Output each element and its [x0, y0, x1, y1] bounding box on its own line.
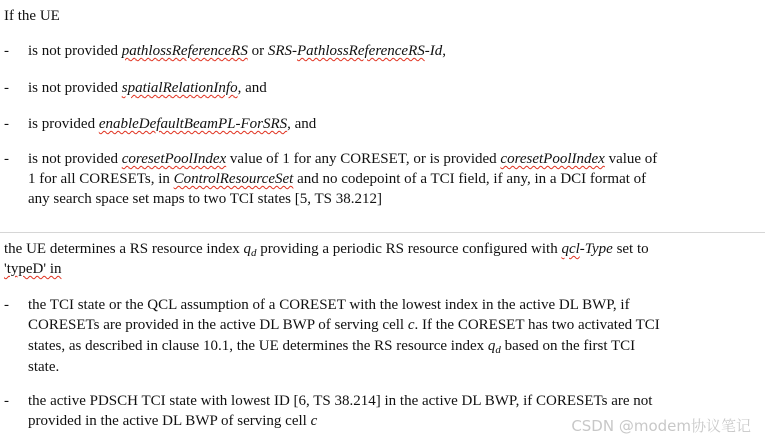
bullet-item-4-line-3: any search space set maps to two TCI states [5, TS 38.212] — [28, 191, 382, 207]
param-term: ControlResourceSet — [173, 171, 294, 187]
bottom-bullet-1-line-1: the TCI state or the QCL assumption of a CORESET with the lowest index in the active DL BWP, if — [28, 297, 630, 313]
bottom-bullet-1-line-3: states, as described in clause 10.1, the UE determines the RS resource index $q_d$ based on the first TCI — [28, 338, 636, 356]
bottom-bullet-1-line-4: state. — [28, 359, 60, 375]
bullet-item-4-line-2: 1 for all CORESETs, in ControlResourceSet and no codepoint of a TCI field, if any, in a DCI format of — [28, 171, 647, 187]
param-term: PathlossReferenceRS — [297, 43, 425, 59]
bullet-item-4-line-1: is not provided coresetPoolIndex value of 1 for any CORESET, or is provided coresetPoolIndex value of — [28, 151, 658, 167]
bullet-dash: - — [4, 80, 9, 96]
watermark: CSDN @modem协议笔记 — [571, 417, 751, 435]
param-term: pathlossReferenceRS — [121, 43, 248, 59]
bottom-bullet-1-line-2: CORESETs are provided in the active DL BWP of serving cell c. If the CORESET has two activated TCI — [28, 317, 660, 333]
bullet-dash: - — [4, 297, 9, 313]
bullet-dash: - — [4, 151, 9, 167]
param-term: enableDefaultBeamPL-ForSRS — [98, 116, 288, 132]
math-var: c — [310, 413, 318, 429]
bullet-dash: - — [4, 393, 9, 409]
bullet-item-3: is provided enableDefaultBeamPL-ForSRS, and — [28, 116, 317, 132]
bullet-dash: - — [4, 43, 9, 59]
bottom-bullet-2-line-2: provided in the active DL BWP of serving cell c — [28, 413, 318, 429]
paragraph-line-1: the UE determines a RS resource index $q_d$ providing a periodic RS resource configured with qcl-Type set to — [4, 241, 649, 259]
section-divider — [0, 232, 765, 233]
param-term: coresetPoolIndex — [121, 151, 227, 167]
bullet-dash: - — [4, 116, 9, 132]
bullet-item-1: is not provided pathlossReferenceRS or SRS-PathlossReferenceRS-Id, — [28, 43, 446, 59]
param-term: qcl — [561, 241, 580, 257]
intro-line: If the UE — [4, 8, 60, 24]
math-var: q — [243, 241, 252, 257]
bullet-item-2: is not provided spatialRelationInfo, and — [28, 80, 267, 96]
paragraph-line-2: 'typeD' in — [4, 261, 62, 277]
param-term: coresetPoolIndex — [500, 151, 605, 167]
param-term: spatialRelationInfo — [121, 80, 238, 96]
math-var: q — [487, 338, 496, 354]
math-var: c — [407, 317, 415, 333]
bottom-bullet-2-line-1: the active PDSCH TCI state with lowest ID [6, TS 38.214] in the active DL BWP, if CORESETs are not — [28, 393, 653, 409]
